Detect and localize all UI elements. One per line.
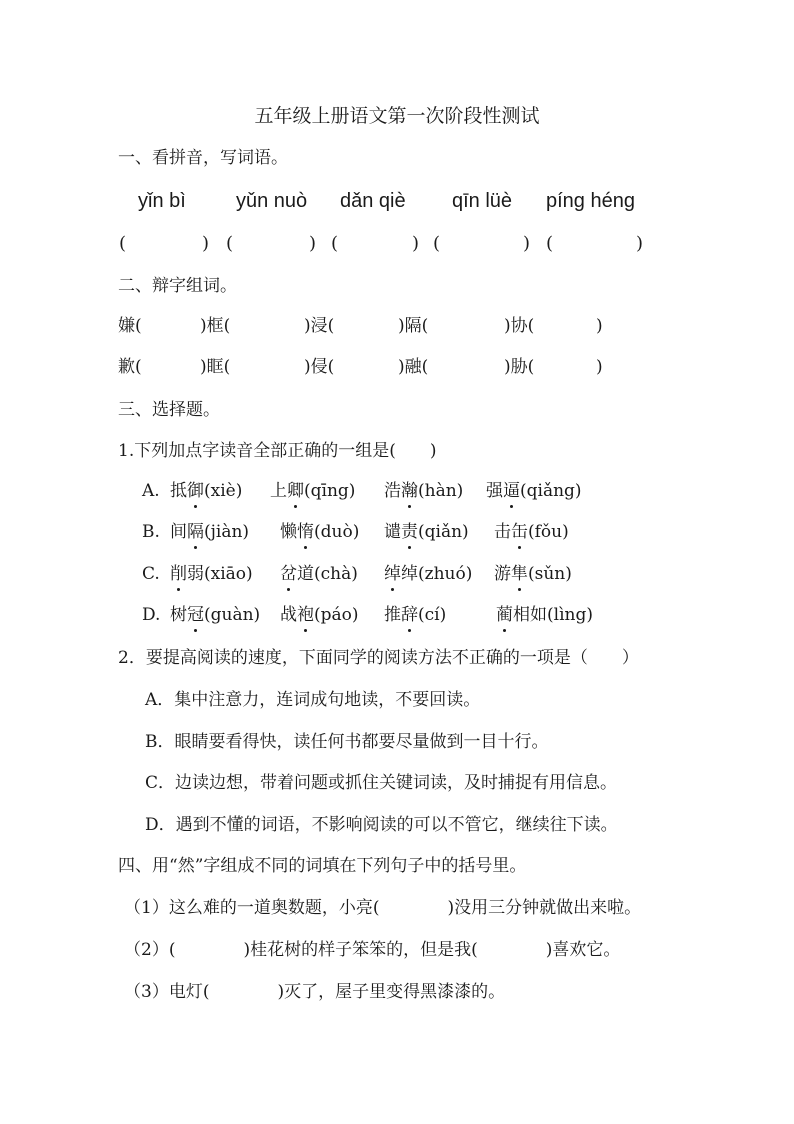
q1-b-item-3: 谴责(qiǎn) bbox=[384, 522, 469, 542]
answer-blank-close-5: ) bbox=[636, 233, 644, 254]
q1-b-item-1: 间隔(jiàn) bbox=[170, 522, 250, 542]
answer-blank-close-2: ) bbox=[309, 233, 317, 254]
q1-option-d-label: D. bbox=[142, 605, 161, 625]
q2-option-a: A．集中注意力，连词成句地读，不要回读。 bbox=[145, 690, 481, 710]
q1-d-item-1: 树冠(guàn) bbox=[170, 605, 261, 625]
char-group-r1-3: )浸( bbox=[304, 316, 335, 336]
page-title: 五年级上册语文第一次阶段性测试 bbox=[254, 105, 540, 127]
answer-blank-close-1: ) bbox=[202, 233, 210, 254]
q1-stem: 1.下列加点字读音全部正确的一组是( ) bbox=[118, 441, 437, 461]
section3-heading: 三、选择题。 bbox=[118, 400, 220, 420]
q1-a-item-3: 浩瀚(hàn) bbox=[384, 481, 464, 501]
char-group-r2-6: ) bbox=[596, 357, 603, 377]
section1-heading: 一、看拼音，写词语。 bbox=[118, 148, 288, 168]
char-group-r1-1: 嫌( bbox=[118, 316, 142, 336]
q1-c-item-2: 岔道(chà) bbox=[280, 564, 358, 584]
char-group-r1-6: ) bbox=[596, 316, 603, 336]
section2-heading: 二、辩字组词。 bbox=[118, 276, 237, 296]
q1-option-b-label: B. bbox=[142, 522, 160, 542]
fill-sentence-3: （3）电灯( )灭了，屋子里变得黑漆漆的。 bbox=[124, 982, 506, 1002]
char-group-r2-4: )融( bbox=[398, 357, 429, 377]
q1-c-item-1: 削弱(xiāo) bbox=[170, 564, 253, 584]
pinyin-4: qīn lüè bbox=[452, 190, 513, 212]
char-group-r2-3: )侵( bbox=[304, 357, 335, 377]
q1-c-item-3: 绰绰(zhuó) bbox=[384, 564, 473, 584]
char-group-r1-4: )隔( bbox=[398, 316, 429, 336]
answer-blank-open-2: ( bbox=[226, 233, 234, 254]
pinyin-1: yǐn bì bbox=[138, 190, 186, 212]
q1-d-item-2: 战袍(páo) bbox=[280, 605, 359, 625]
q2-option-c: C．边读边想，带着问题或抓住关键词读，及时捕捉有用信息。 bbox=[145, 773, 618, 793]
q2-option-b: B．眼睛要看得快，读任何书都要尽量做到一目十行。 bbox=[145, 732, 549, 752]
char-group-r2-2: )眶( bbox=[200, 357, 231, 377]
q1-d-item-4: 蔺相如(lìng) bbox=[496, 605, 593, 625]
q1-b-item-2: 懒惰(duò) bbox=[280, 522, 360, 542]
q1-b-item-4: 击缶(fǒu) bbox=[494, 522, 569, 542]
q1-option-a-label: A. bbox=[142, 481, 160, 501]
q1-a-item-1: 抵御(xiè) bbox=[170, 481, 243, 501]
q2-option-d: D．遇到不懂的词语，不影响阅读的可以不管它，继续往下读。 bbox=[145, 815, 618, 835]
char-group-r2-5: )胁( bbox=[504, 357, 535, 377]
fill-sentence-1: （1）这么难的一道奥数题，小亮( )没用三分钟就做出来啦。 bbox=[124, 898, 642, 918]
q2-stem: 2．要提高阅读的速度，下面同学的阅读方法不正确的一项是（ ） bbox=[118, 648, 639, 668]
char-group-r1-5: )协( bbox=[504, 316, 535, 336]
char-group-r2-1: 歉( bbox=[118, 357, 142, 377]
pinyin-5: píng héng bbox=[546, 190, 635, 212]
fill-sentence-2: （2）( )桂花树的样子笨笨的，但是我( )喜欢它。 bbox=[124, 940, 621, 960]
answer-blank-close-4: ) bbox=[523, 233, 531, 254]
answer-blank-close-3: ) bbox=[412, 233, 420, 254]
q1-option-c-label: C. bbox=[142, 564, 160, 584]
q1-d-item-3: 推辞(cí) bbox=[384, 605, 447, 625]
answer-blank-open-1: ( bbox=[119, 233, 127, 254]
answer-blank-open-5: ( bbox=[546, 233, 554, 254]
answer-blank-open-4: ( bbox=[433, 233, 441, 254]
char-group-r1-2: )框( bbox=[200, 316, 231, 336]
pinyin-2: yǔn nuò bbox=[236, 190, 308, 212]
q1-a-item-2: 上卿(qīng) bbox=[270, 481, 356, 501]
section4-heading: 四、用“然”字组成不同的词填在下列句子中的括号里。 bbox=[118, 856, 527, 876]
answer-blank-open-3: ( bbox=[331, 233, 339, 254]
pinyin-3: dǎn qiè bbox=[340, 190, 406, 212]
q1-c-item-4: 游隼(sǔn) bbox=[494, 564, 572, 584]
q1-a-item-4: 强逼(qiǎng) bbox=[486, 481, 582, 501]
